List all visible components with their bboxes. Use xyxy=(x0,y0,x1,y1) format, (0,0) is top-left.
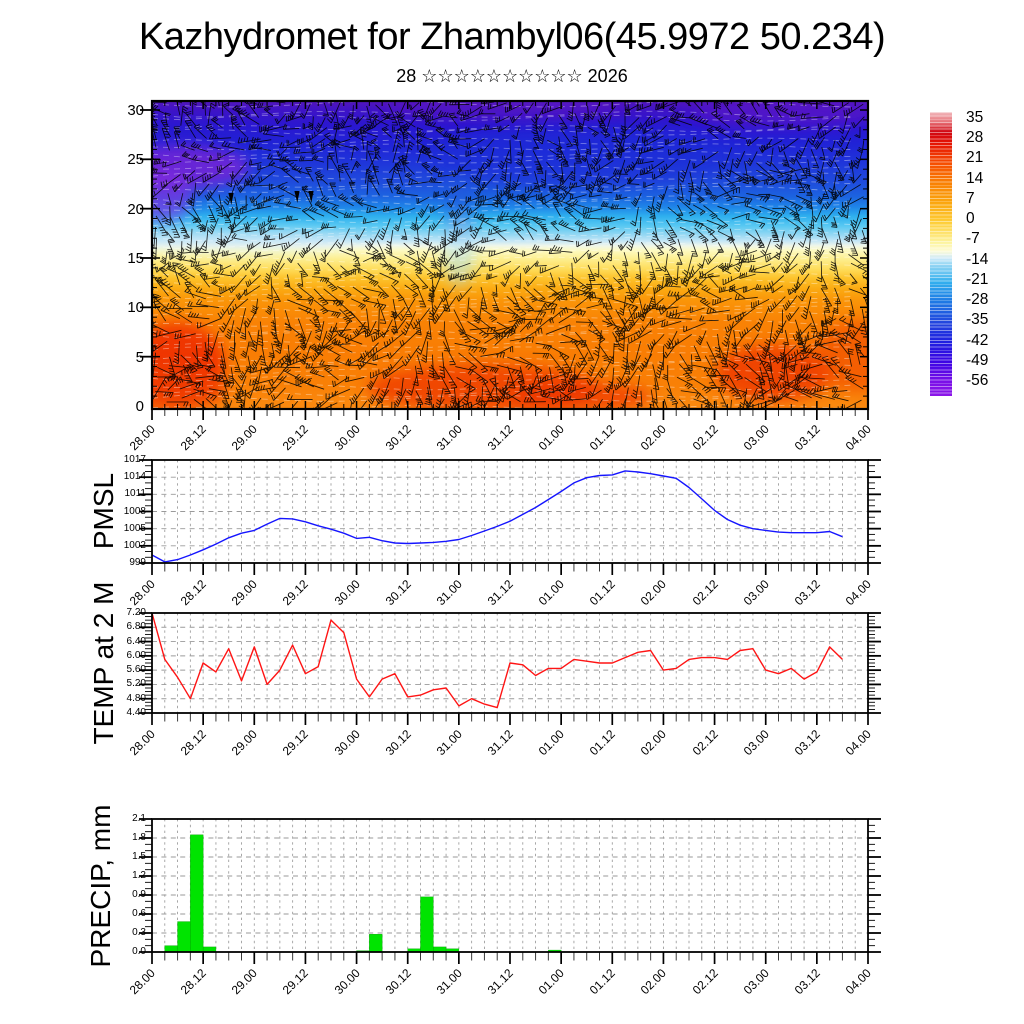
precip-ytick: 1.2 xyxy=(132,870,146,881)
x-tick-label: 31.12 xyxy=(484,577,516,609)
x-tick-label: 31.00 xyxy=(433,422,465,454)
temp2m-ytick: 7.20 xyxy=(126,607,146,618)
x-tick-label: 31.00 xyxy=(433,727,465,759)
colorbar xyxy=(930,112,952,396)
x-tick-label: 30.12 xyxy=(382,727,414,759)
x-tick-label: 02.12 xyxy=(689,727,721,759)
x-tick-label: 01.00 xyxy=(535,422,568,454)
colorbar-tick: -56 xyxy=(966,372,989,390)
x-tick-label: 29.00 xyxy=(229,727,261,759)
cross-section-ytick: 30 xyxy=(127,101,144,119)
precip-ytick: 0.3 xyxy=(132,927,146,938)
x-tick-label: 03.12 xyxy=(791,727,823,759)
temp2m-ytick: 6.80 xyxy=(126,621,146,633)
x-tick-label: 29.12 xyxy=(280,422,312,454)
x-tick-label: 04.00 xyxy=(842,727,874,759)
colorbar-tick: 28 xyxy=(966,129,984,147)
x-tick-label: 31.12 xyxy=(484,422,516,454)
temp2m-ytick: 4.40 xyxy=(126,707,146,718)
x-tick-label: 29.12 xyxy=(280,577,312,609)
x-tick-label: 31.00 xyxy=(433,577,465,609)
x-tick-label: 28.00 xyxy=(126,727,158,759)
x-tick-label: 28.00 xyxy=(126,422,158,454)
x-tick-label: 02.12 xyxy=(689,966,721,998)
colorbar-tick: 0 xyxy=(966,210,975,228)
precip-ytick: 0.6 xyxy=(132,908,146,919)
x-tick-label: 28.12 xyxy=(177,727,210,759)
colorbar-tick: 7 xyxy=(966,189,975,207)
x-tick-label: 04.00 xyxy=(842,577,874,609)
cross-section-ytick: 10 xyxy=(127,299,144,317)
page-title: Kazhydromet for Zhambyl06(45.9972 50.234) xyxy=(138,16,886,58)
colorbar-tick: -49 xyxy=(966,351,989,369)
x-tick-label: 29.12 xyxy=(280,727,312,759)
cross-section-ytick: 0 xyxy=(135,398,144,415)
x-tick-label: 02.00 xyxy=(638,966,670,998)
x-tick-label: 01.12 xyxy=(587,727,619,759)
x-tick-label: 03.12 xyxy=(791,577,823,609)
colorbar-tick: -42 xyxy=(966,331,989,349)
precip-svg xyxy=(152,819,868,952)
pmsl-ytick: 1002 xyxy=(123,539,146,551)
x-tick-label: 03.00 xyxy=(740,422,772,454)
temp2m-ytick: 5.60 xyxy=(126,664,146,676)
colorbar-tick: 35 xyxy=(966,109,984,126)
cross-section-ytick: 20 xyxy=(127,200,144,218)
x-tick-label: 31.00 xyxy=(433,966,465,998)
cross-section-ytick: 25 xyxy=(127,151,144,169)
x-tick-label: 29.12 xyxy=(280,966,312,998)
x-tick-label: 01.12 xyxy=(587,422,619,454)
colorbar-tick: -28 xyxy=(966,291,989,309)
pmsl-ytick: 1017 xyxy=(123,454,146,465)
x-tick-label: 04.00 xyxy=(842,422,874,454)
x-tick-label: 30.12 xyxy=(382,577,414,609)
x-tick-label: 31.12 xyxy=(484,727,516,759)
x-tick-label: 28.00 xyxy=(126,966,158,998)
temp2m-ytick: 5.20 xyxy=(126,678,146,690)
colorbar-tick: 21 xyxy=(966,149,984,167)
x-tick-label: 30.00 xyxy=(331,727,363,759)
precip-ytick: 1.8 xyxy=(132,832,146,843)
x-tick-label: 02.12 xyxy=(689,577,721,609)
temp2m-ytick: 6.40 xyxy=(126,635,146,647)
x-tick-label: 01.00 xyxy=(535,966,568,998)
x-tick-label: 28.12 xyxy=(177,422,210,454)
colorbar-tick: -21 xyxy=(966,270,989,288)
colorbar-tick: -35 xyxy=(966,311,989,329)
pmsl-axis-title: PMSL xyxy=(88,472,119,550)
x-tick-label: 30.00 xyxy=(331,966,363,998)
precip-ytick: 1.5 xyxy=(132,851,146,862)
x-tick-label: 31.12 xyxy=(484,966,516,998)
x-tick-label: 30.12 xyxy=(382,422,414,454)
colorbar-tick: 14 xyxy=(966,169,984,187)
x-tick-label: 29.00 xyxy=(229,966,261,998)
x-tick-label: 03.12 xyxy=(791,966,823,998)
x-tick-label: 02.00 xyxy=(638,422,670,454)
x-tick-label: 30.00 xyxy=(331,422,363,454)
x-tick-label: 30.12 xyxy=(382,966,414,998)
x-tick-label: 01.12 xyxy=(587,966,619,998)
precip-ytick: 0.0 xyxy=(132,946,146,957)
x-tick-label: 03.00 xyxy=(740,577,772,609)
colorbar-tick: -14 xyxy=(966,250,989,268)
cross-section-ytick: 5 xyxy=(135,348,144,366)
x-tick-label: 01.00 xyxy=(535,577,568,609)
temp2m-axis-title: TEMP at 2 M xyxy=(88,581,119,745)
cross-section-ytick: 15 xyxy=(127,249,144,267)
pmsl-ytick: 999 xyxy=(129,557,146,568)
pmsl-ytick: 1014 xyxy=(123,471,146,483)
x-tick-label: 29.00 xyxy=(229,577,261,609)
x-tick-label: 29.00 xyxy=(229,422,261,454)
pmsl-ytick: 1008 xyxy=(123,505,146,517)
x-tick-label: 28.12 xyxy=(177,966,210,998)
date-subtitle: 28 ☆☆☆☆☆☆☆☆☆☆ 2026 xyxy=(396,66,628,86)
precip-ytick: 0.9 xyxy=(132,889,146,900)
x-tick-label: 02.00 xyxy=(638,727,670,759)
precip-axis-title: PRECIP, mm xyxy=(85,804,116,968)
cross-section-svg xyxy=(152,101,868,409)
precip-ytick: 2.1 xyxy=(132,813,146,824)
x-tick-label: 28.12 xyxy=(177,577,210,609)
pmsl-ytick: 1011 xyxy=(124,488,146,500)
colorbar-tick: -7 xyxy=(966,230,980,248)
x-tick-label: 28.00 xyxy=(126,577,158,609)
x-tick-label: 04.00 xyxy=(842,966,874,998)
temp2m-ytick: 6.00 xyxy=(126,649,146,661)
x-tick-label: 01.00 xyxy=(535,727,568,759)
x-tick-label: 01.12 xyxy=(587,577,619,609)
x-tick-label: 03.00 xyxy=(740,966,772,998)
x-tick-label: 03.12 xyxy=(791,422,823,454)
x-tick-label: 30.00 xyxy=(331,577,363,609)
x-tick-label: 03.00 xyxy=(740,727,772,759)
temp2m-ytick: 4.80 xyxy=(126,692,146,704)
x-tick-label: 02.12 xyxy=(689,422,721,454)
x-tick-label: 02.00 xyxy=(638,577,670,609)
pmsl-ytick: 1005 xyxy=(123,522,146,534)
